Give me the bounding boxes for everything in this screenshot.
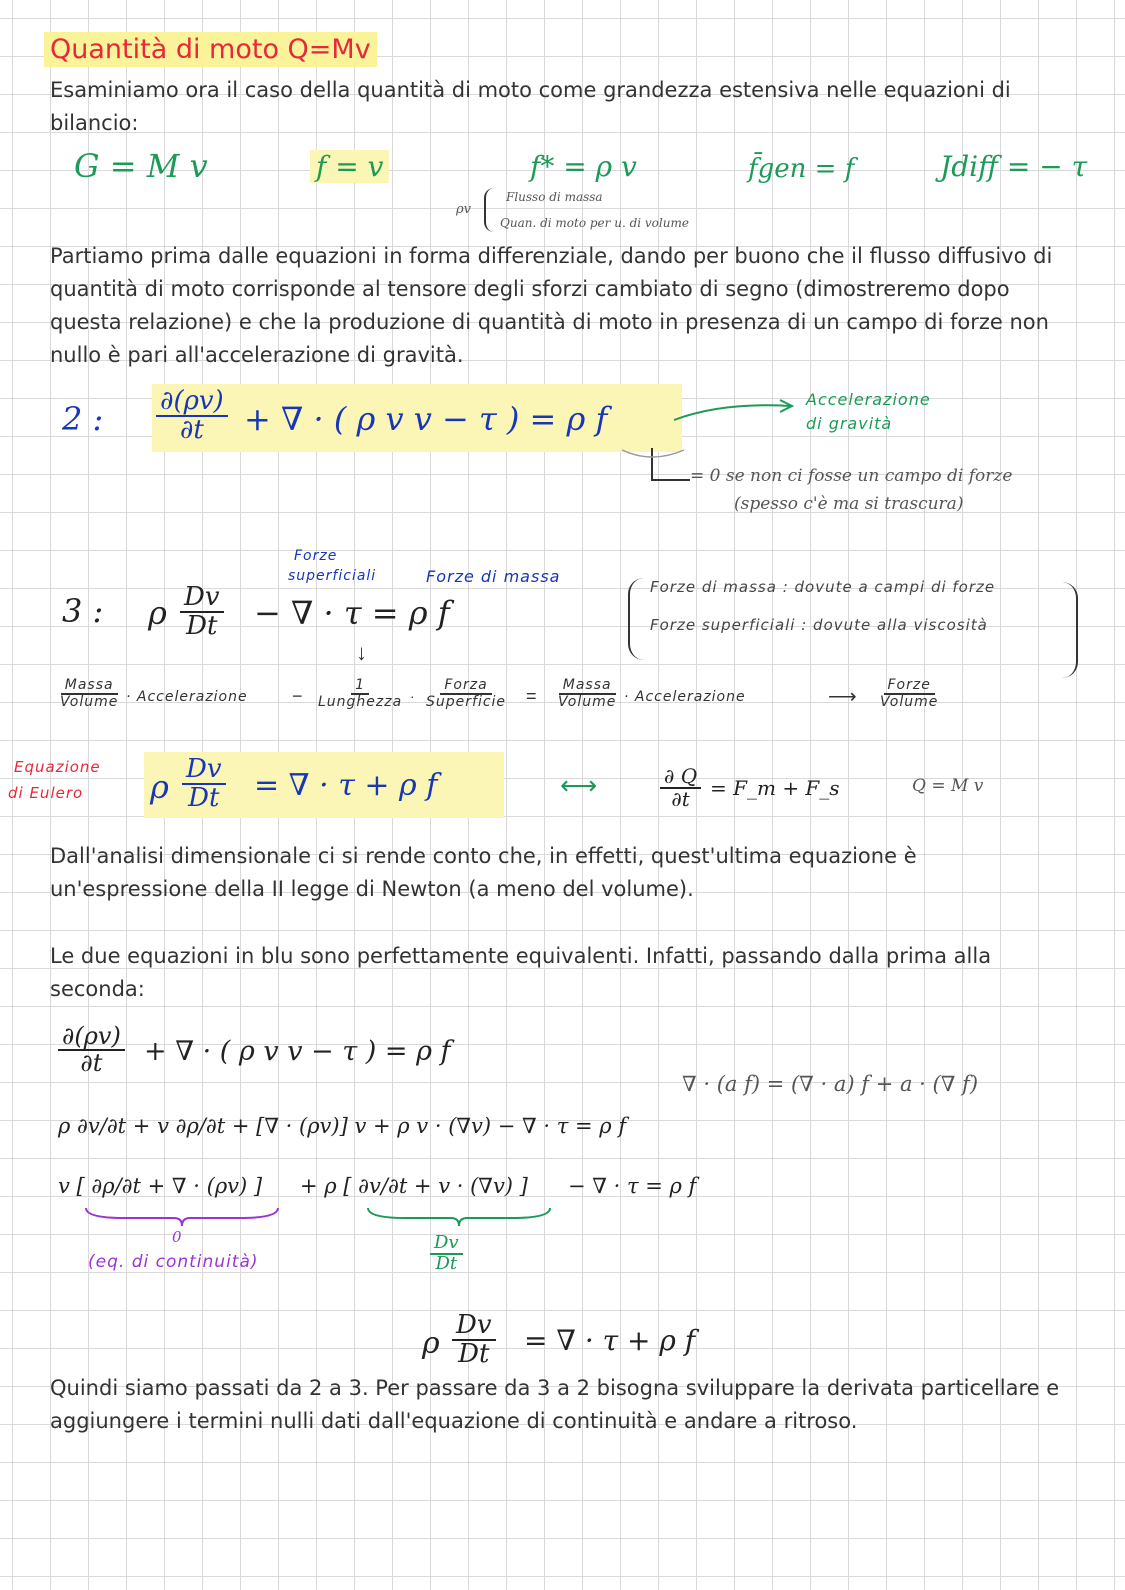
eq2-arrow — [672, 398, 802, 428]
material-derivative-dv: Dv — [430, 1234, 463, 1255]
eq3-fraction — [180, 584, 224, 641]
eq2-rest: + ∇ · ( ρ v v − τ ) = ρ f — [244, 400, 608, 438]
dim-volume-2: Volume — [558, 693, 617, 710]
eq2-numerator: ∂(ρv) — [156, 388, 228, 417]
dim-massa: Massa — [61, 678, 118, 695]
forze-superficiali-2: superficiali — [288, 568, 377, 584]
euler-rho: ρ — [150, 768, 169, 806]
dim-forze-volume — [876, 678, 942, 709]
eq3-denominator: Dt — [186, 611, 218, 642]
paragraph-3: Dall'analisi dimensionale ci si rende conto che, in effetti, quest'ultima equazione è un'espressione della II legge di Newton (a meno del volume). — [50, 844, 917, 901]
material-derivative-dt: Dt — [435, 1252, 458, 1274]
eq2-denominator: ∂t — [179, 415, 204, 446]
eq2-note-hook — [612, 440, 692, 490]
continuity-zero: 0 — [172, 1228, 182, 1246]
euler-fraction — [182, 756, 226, 813]
intro-paragraph: Esaminiamo ora il caso della quantità di moto come grandezza estensiva nelle equazioni di bilancio: — [50, 78, 1011, 135]
dim-arrow: ⟶ — [828, 686, 857, 708]
deriv-line2: ρ ∂v/∂t + v ∂ρ/∂t + [∇ · (ρv)] v + ρ v · (∇v) − ∇ · τ = ρ f — [58, 1114, 627, 1138]
final-rho: ρ — [422, 1326, 440, 1361]
def-fstar: f* = ρ v — [530, 150, 637, 183]
flux-note-prefix: ρv — [456, 202, 471, 217]
final-denominator: Dt — [458, 1339, 490, 1370]
final-fraction — [452, 1312, 496, 1369]
eq2-arrow-label-1: Accelerazione — [806, 390, 931, 409]
eq2-note-2: (spesso c'è ma si trascura) — [734, 494, 964, 514]
euler-arrow: ⟷ — [560, 770, 598, 800]
eq3-down-arrow: ↓ — [356, 640, 367, 665]
eq2-fraction — [156, 388, 228, 445]
def-g: G = M v — [74, 147, 208, 185]
dim-accelerazione-2: · Accelerazione — [624, 689, 746, 705]
eq2-label: 2 : — [62, 400, 104, 438]
eq2-note-1: = 0 se non ci fosse un campo di forze — [690, 466, 1013, 486]
dim-one-lunghezza — [314, 678, 406, 709]
euler-rhs-rest: = F_m + F_s — [710, 776, 840, 800]
deriv-line1-fraction — [58, 1024, 125, 1076]
dim-superficie: Superficie — [426, 693, 507, 710]
euler-rhs-numerator: ∂ Q — [660, 766, 701, 789]
eq3-label: 3 : — [62, 592, 104, 630]
deriv-line1-rest: + ∇ · ( ρ v v − τ ) = ρ f — [144, 1036, 451, 1067]
euler-rhs-denominator: ∂t — [671, 787, 690, 811]
forze-superficiali-1: Forze — [294, 548, 338, 564]
deriv-line1-denominator: ∂t — [80, 1049, 103, 1078]
dim-minus: − — [292, 686, 303, 706]
dim-massa-volume — [56, 678, 122, 709]
dim-forze: Forze — [884, 678, 935, 695]
dim-lunghezza: Lunghezza — [318, 693, 403, 710]
dim-massa-2: Massa — [559, 678, 616, 695]
dim-forza: Forza — [440, 678, 491, 695]
flux-note-2: Quan. di moto per u. di volume — [500, 216, 689, 230]
paragraph-5: Quindi siamo passati da 2 a 3. Per passare da 3 a 2 bisogna sviluppare la derivata particellare e aggiungere i termini nulli dati dall'equazione di continuità e andare a ritroso. — [50, 1376, 1060, 1433]
euler-denominator: Dt — [188, 783, 220, 814]
dim-volume-3: Volume — [880, 693, 939, 710]
deriv-line3-b: + ρ [ ∂v/∂t + v · (∇v) ] — [300, 1174, 528, 1198]
euler-q: Q = M v — [912, 776, 984, 796]
paragraph-4: Le due equazioni in blu sono perfettamente equivalenti. Infatti, passando dalla prima alla seconda: — [50, 944, 992, 1001]
material-derivative-underbrace — [366, 1206, 552, 1228]
euler-rhs-fraction — [660, 766, 701, 810]
page-title: Quantità di moto Q=Mv — [44, 32, 377, 67]
continuity-label: (eq. di continuità) — [88, 1252, 259, 1272]
paragraph-2: Partiamo prima dalle equazioni in forma differenziale, dando per buono che il flusso diffusivo di quantità di moto corrisponde al tensore degli sforzi cambiato di segno (dimostreremo dopo questa relazione) e che la produzione di quantità di moto in presenza di un campo di forze non nullo è pari all'accelerazione di gravità. — [50, 244, 1053, 367]
forze-massa-label: Forze di massa — [426, 567, 561, 586]
eq3-rest: − ∇ · τ = ρ f — [254, 594, 450, 632]
flux-note-1: Flusso di massa — [506, 190, 603, 204]
euler-rest: = ∇ · τ + ρ f — [254, 768, 438, 803]
euler-numerator: Dv — [182, 756, 226, 785]
eq3-numerator: Dv — [180, 584, 224, 613]
continuity-underbrace — [84, 1206, 280, 1228]
eq3-brace-line-1: Forze di massa : dovute a campi di forze — [650, 578, 996, 596]
eq3-rho: ρ — [148, 594, 167, 632]
dim-accelerazione: · Accelerazione — [126, 689, 248, 705]
euler-label-1: Equazione — [14, 758, 101, 776]
flux-brace — [484, 188, 494, 232]
dim-one: 1 — [351, 678, 369, 695]
dim-volume: Volume — [60, 693, 119, 710]
deriv-identity: ∇ · (a f) = (∇ · a) f + a · (∇ f) — [682, 1072, 979, 1096]
eq2-arrow-label-2: di gravità — [806, 414, 893, 433]
deriv-line1-numerator: ∂(ρv) — [58, 1024, 125, 1051]
final-rest: = ∇ · τ + ρ f — [524, 1324, 696, 1357]
def-f: f = v — [310, 150, 389, 183]
deriv-line3-a: v [ ∂ρ/∂t + ∇ · (ρv) ] — [58, 1174, 263, 1198]
dim-forza-superficie — [422, 678, 510, 709]
dim-dot: · — [410, 688, 415, 704]
def-jdiff: Jdiff = − τ — [940, 150, 1088, 183]
dim-massa-volume-2 — [554, 678, 620, 709]
def-fgen: f̄gen = f — [748, 154, 855, 184]
eq3-brace-line-2: Forze superficiali : dovute alla viscosità — [650, 616, 988, 634]
deriv-line3-c: − ∇ · τ = ρ f — [568, 1174, 697, 1198]
euler-label-2: di Eulero — [8, 784, 84, 802]
eq3-brace-right — [1062, 582, 1078, 678]
material-derivative-dvdt — [430, 1234, 463, 1274]
final-numerator: Dv — [452, 1312, 496, 1341]
eq3-brace-left — [628, 578, 644, 660]
dim-equals: = — [526, 686, 537, 706]
